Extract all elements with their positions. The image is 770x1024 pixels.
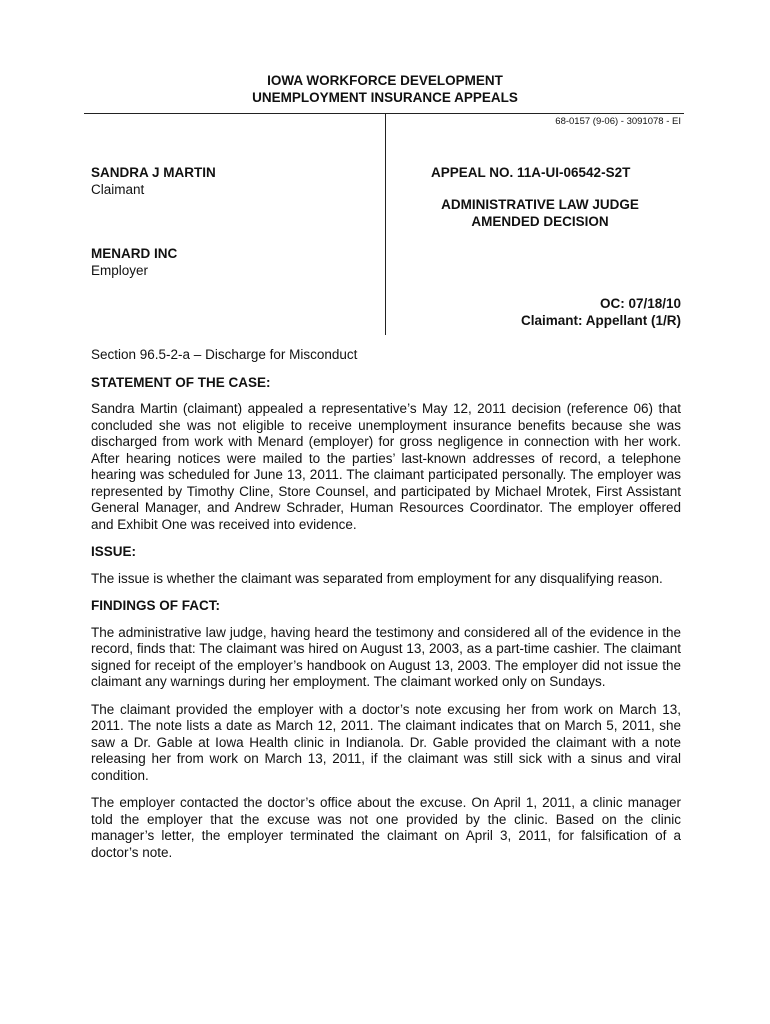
claimant-name: SANDRA J MARTIN — [91, 165, 216, 180]
claimant-block — [91, 164, 216, 198]
decision-line-1: ADMINISTRATIVE LAW JUDGE — [441, 197, 639, 212]
issue-paragraph: The issue is whether the claimant was separated from employment for any disqualifying reason. — [91, 570, 663, 586]
statement-paragraph: Sandra Martin (claimant) appealed a representative’s May 12, 2011 decision (reference 06) that concluded she was not eligible to receive unemployment insurance benefits because she was discharged from work with Menard (employer) for gross negligence in connection with her work. After hearing notices were mailed to the parties’ last-known addresses of record, a telephone hearing was scheduled for June 13, 2011. The claimant participated personally. The employer was represented by Timothy Cline, Store Counsel, and participated by Michael Mrotek, First Assistant General Manager, and Andrew Schrader, Human Resources Coordinator. The employer offered and Exhibit One was received into evidence. — [91, 401, 681, 532]
agency-header — [0, 72, 770, 106]
employer-role: Employer — [91, 263, 149, 278]
appellant-status: Claimant: Appellant (1/R) — [520, 313, 681, 328]
statement-heading: STATEMENT OF THE CASE: — [91, 374, 271, 390]
findings-paragraph-3: The employer contacted the doctor’s office about the excuse. On April 1, 2011, a clinic manager told the employer that the excuse was not one provided by the clinic. Based on the clinic manager’s letter, the employer terminated the claimant on April 3, 2011, for falsification of a doctor’s note. — [91, 795, 681, 860]
oc-block — [390, 295, 681, 329]
issue-heading: ISSUE: — [91, 544, 137, 559]
decision-body — [91, 347, 681, 872]
oc-date: OC: 07/18/10 — [599, 296, 681, 311]
findings-paragraph-1: The administrative law judge, having heard the testimony and considered all of the evidence in the record, finds that: The claimant was hired on August 13, 2003, as a part-time cashier. The claimant signed for receipt of the employer’s handbook on August 13, 2003. The employer did not issue the claimant any warnings during her employment. The claimant worked only on Sundays. — [91, 624, 681, 689]
column-divider — [385, 113, 386, 335]
section-reference: Section 96.5-2-a – Discharge for Misconduct — [91, 347, 358, 362]
decision-line-2: AMENDED DECISION — [471, 214, 609, 229]
claimant-role: Claimant — [91, 182, 145, 197]
findings-paragraph-2: The claimant provided the employer with a doctor’s note excusing her from work on March 13, 2011. The note lists a date as March 12, 2011. The claimant indicates that on March 5, 2011, she saw a Dr. Gable at Iowa Health clinic in Indianola. Dr. Gable provided the claimant with a note releasing her from work on March 13, 2011, if the claimant was still sick with a sinus and viral condition. — [91, 701, 681, 783]
findings-heading: FINDINGS OF FACT: — [91, 598, 220, 613]
agency-name: IOWA WORKFORCE DEVELOPMENT — [267, 73, 503, 88]
employer-block — [91, 245, 177, 279]
appeal-number: APPEAL NO. 11A-UI-06542-S2T — [431, 165, 631, 180]
employer-name: MENARD INC — [91, 246, 178, 261]
agency-division: UNEMPLOYMENT INSURANCE APPEALS — [252, 90, 518, 105]
decision-title — [390, 196, 690, 230]
header-divider — [84, 113, 684, 114]
form-number: 68-0157 (9-06) - 3091078 - EI — [555, 116, 681, 127]
